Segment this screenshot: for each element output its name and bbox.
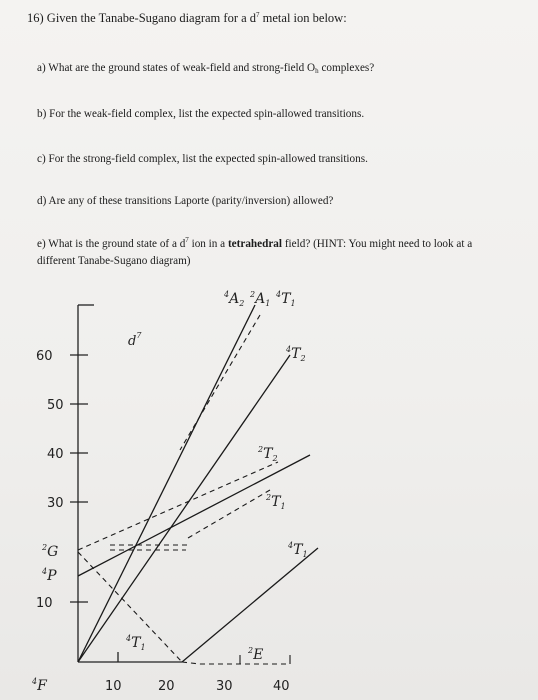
state-label-4T1-right: $^4T_1$ [288,541,308,559]
y-label-50: 50 [47,398,64,413]
question-b: b) For the weak-field complex, list the expected spin-allowed transitions. [37,108,365,120]
state-label-4A2: $^4A_2$ [224,290,245,308]
state-label-2T2: $^2T_2$ [258,445,278,463]
term-4P: $^4$P [42,567,57,584]
line-crossover [182,662,200,664]
y-label-10: 10 [36,596,53,611]
state-label-4T1-ground: $^4T_1$ [126,634,146,652]
line-4P-4T1 [78,455,310,576]
x-label-40: 40 [273,679,290,694]
state-label-4T1-top: $^4T_1$ [276,290,296,308]
line-2E-descending [78,552,182,662]
y-label-60: 60 [36,349,53,364]
line-2T2 [78,462,278,550]
question-c: c) For the strong-field complex, list the expected spin-allowed transitions. [37,153,368,165]
x-label-30: 30 [216,679,233,694]
state-label-2A1: $^2A_1$ [250,290,271,308]
quartet-lines [78,305,318,662]
term-4F: $^4$F [32,677,47,694]
line-2A1 [180,315,260,450]
config-label-d7: $d^7$ [128,331,142,349]
state-label-2E: $^2$E [248,646,264,663]
term-2G: $^2$G [42,543,59,560]
question-a: a) What are the ground states of weak-field and strong-field $O_h$ complexes? [37,62,375,75]
line-4T1-ground [182,548,318,662]
question-e: e) What is the ground state of a $d^7$ ion in a tetrahedral field? (HINT: You might need to look at a different Tanabe-Sugano diagram) [37,236,473,267]
line-4T2 [78,355,290,662]
question-16-title: 16) Given the Tanabe-Sugano diagram for a $d^7$ metal ion below: [27,11,347,25]
y-label-30: 30 [47,496,64,511]
y-label-40: 40 [47,447,64,462]
doublet-lines [78,315,290,664]
state-label-4T2: $^4T_2$ [286,345,306,363]
x-label-20: 20 [158,679,175,694]
state-label-2T1: $^2T_1$ [266,493,286,511]
question-d: d) Are any of these transitions Laporte (parity/inversion) allowed? [37,195,334,207]
x-label-10: 10 [105,679,122,694]
diagram-axes [70,305,182,662]
